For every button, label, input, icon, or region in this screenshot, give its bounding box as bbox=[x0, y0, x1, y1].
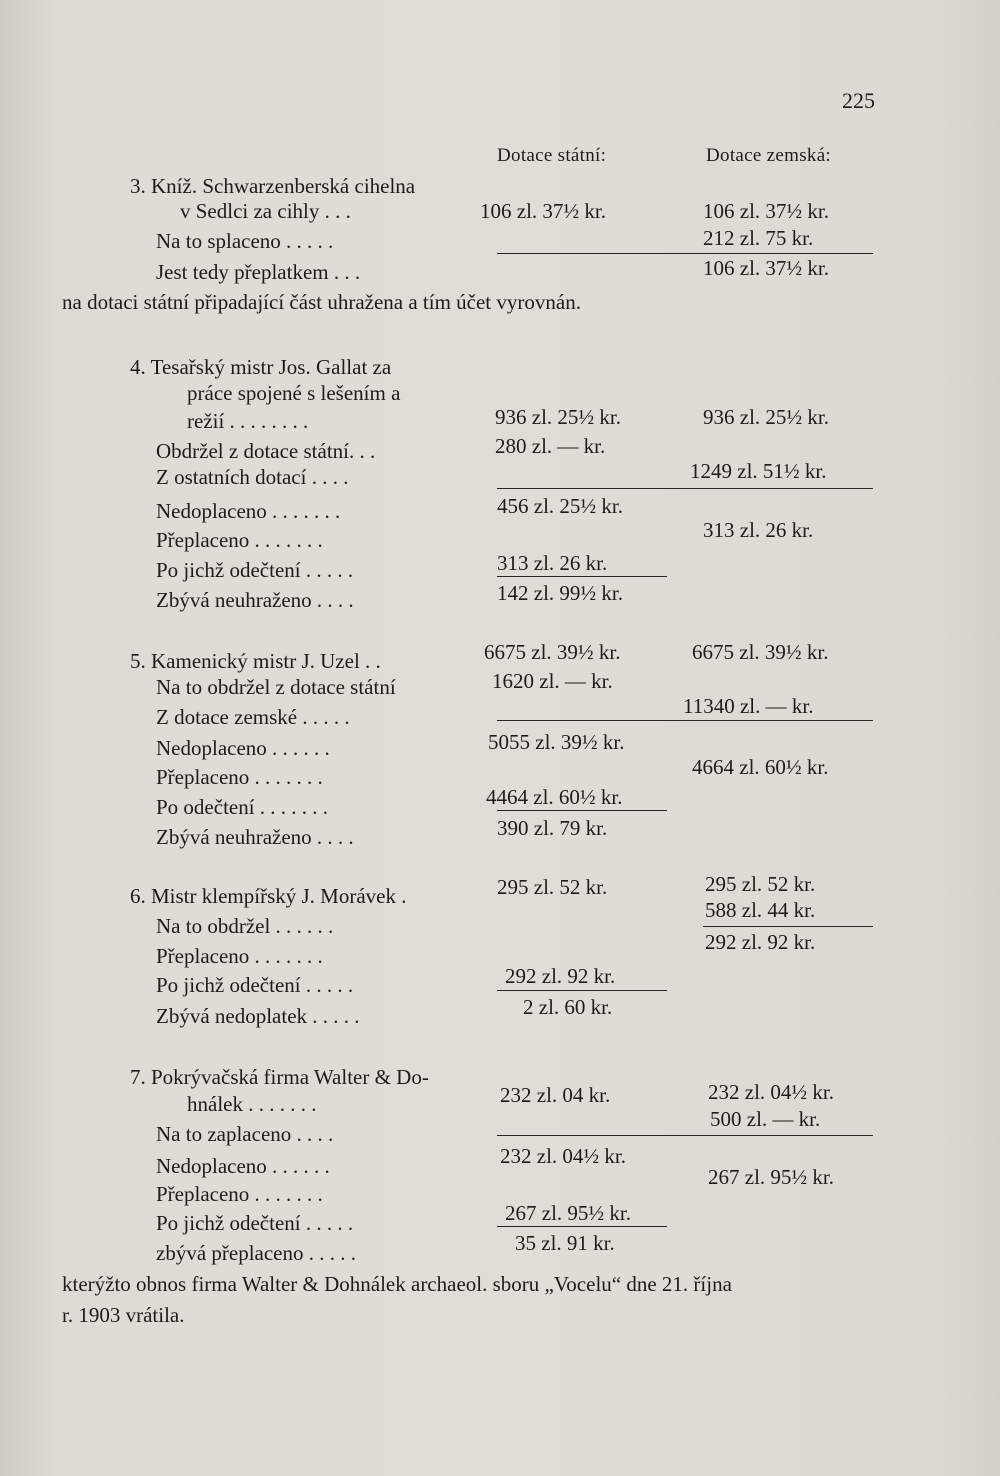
item-4-state-value: 142 zl. 99½ kr. bbox=[497, 581, 623, 605]
header-land-subsidy: Dotace zemská: bbox=[706, 145, 832, 166]
item-4-row-label: Po jichž odečtení . . . . . bbox=[156, 558, 354, 582]
item-3-land-value: 212 zl. 75 kr. bbox=[703, 226, 814, 250]
item-6-row-label: Po jichž odečtení . . . . . bbox=[156, 973, 354, 997]
item-6-row-label: Na to obdržel . . . . . . bbox=[156, 914, 334, 938]
item-4-state-value: 936 zl. 25½ kr. bbox=[495, 405, 621, 429]
item-6-land-value: 588 zl. 44 kr. bbox=[705, 898, 816, 922]
sum-rule bbox=[497, 576, 667, 577]
sum-rule bbox=[497, 720, 873, 721]
item-5-state-value: 6675 zl. 39½ kr. bbox=[484, 640, 621, 664]
item-7-title-line: hnálek . . . . . . . bbox=[187, 1092, 317, 1116]
item-7-row-label: Na to zaplaceno . . . . bbox=[156, 1122, 334, 1146]
sum-rule bbox=[497, 810, 667, 811]
item-7-land-value: 500 zl. — kr. bbox=[710, 1107, 821, 1131]
item-4-state-value: 280 zl. — kr. bbox=[495, 434, 606, 458]
item-4-row-label: Obdržel z dotace státní. . . bbox=[156, 439, 376, 463]
item-7-state-value: 267 zl. 95½ kr. bbox=[505, 1201, 631, 1225]
item-4-row-label: Z ostatních dotací . . . . bbox=[156, 465, 349, 489]
page-number: 225 bbox=[842, 88, 875, 113]
item-4-land-value: 1249 zl. 51½ kr. bbox=[690, 459, 827, 483]
item-4-state-value: 456 zl. 25½ kr. bbox=[497, 494, 623, 518]
item-6-title: 6. Mistr klempířský J. Morávek . bbox=[130, 884, 407, 908]
item-3-title: 3. Kníž. Schwarzenberská cihelna bbox=[130, 174, 416, 198]
sum-rule bbox=[497, 990, 667, 991]
item-5-row-label: Zbývá neuhraženo . . . . bbox=[156, 825, 354, 849]
item-5-state-value: 1620 zl. — kr. bbox=[492, 669, 613, 693]
item-4-row-label: Nedoplaceno . . . . . . . bbox=[156, 499, 341, 523]
sum-rule bbox=[497, 1226, 667, 1227]
header-state-subsidy: Dotace státní: bbox=[497, 145, 607, 166]
item-4-row-label: Přeplaceno . . . . . . . bbox=[156, 528, 323, 552]
item-6-row-label: Zbývá nedoplatek . . . . . bbox=[156, 1004, 360, 1028]
item-4-title-line: režií . . . . . . . . bbox=[187, 409, 309, 433]
item-7-land-value: 267 zl. 95½ kr. bbox=[708, 1165, 834, 1189]
item-3-row-label: v Sedlci za cihly . . . bbox=[180, 199, 351, 223]
item-6-state-value: 2 zl. 60 kr. bbox=[523, 995, 613, 1019]
item-5-land-value: 4664 zl. 60½ kr. bbox=[692, 755, 829, 779]
item-7-title-line: 7. Pokrývačská firma Walter & Do- bbox=[130, 1065, 429, 1089]
item-7-row-label: Přeplaceno . . . . . . . bbox=[156, 1182, 323, 1206]
item-6-state-value: 292 zl. 92 kr. bbox=[505, 964, 616, 988]
item-5-row-label: Z dotace zemské . . . . . bbox=[156, 705, 350, 729]
item-7-state-value: 232 zl. 04 kr. bbox=[500, 1083, 611, 1107]
sum-rule bbox=[497, 1135, 873, 1136]
item-3-note: na dotaci státní připadající část uhražena a tím účet vyrovnán. bbox=[62, 290, 581, 314]
item-7-row-label: Po jichž odečtení . . . . . bbox=[156, 1211, 354, 1235]
item-5-state-value: 390 zl. 79 kr. bbox=[497, 816, 608, 840]
item-5-row-label: Na to obdržel z dotace státní bbox=[156, 675, 396, 699]
item-6-row-label: Přeplaceno . . . . . . . bbox=[156, 944, 323, 968]
item-4-state-value: 313 zl. 26 kr. bbox=[497, 551, 608, 575]
item-5-land-value: 6675 zl. 39½ kr. bbox=[692, 640, 829, 664]
sum-rule bbox=[497, 488, 873, 489]
item-3-row-label: Jest tedy přeplatkem . . . bbox=[156, 260, 361, 284]
item-5-title: 5. Kamenický mistr J. Uzel . . bbox=[130, 649, 381, 673]
item-5-state-value: 4464 zl. 60½ kr. bbox=[486, 785, 623, 809]
item-5-row-label: Přeplaceno . . . . . . . bbox=[156, 765, 323, 789]
item-5-row-label: Po odečtení . . . . . . . bbox=[156, 795, 329, 819]
item-7-state-value: 232 zl. 04½ kr. bbox=[500, 1144, 626, 1168]
item-4-title-line: práce spojené s lešením a bbox=[187, 381, 401, 405]
item-5-row-label: Nedoplaceno . . . . . . bbox=[156, 736, 330, 760]
item-5-land-value: 11340 zl. — kr. bbox=[683, 694, 814, 718]
item-4-row-label: Zbývá neuhraženo . . . . bbox=[156, 588, 354, 612]
item-3-land-value: 106 zl. 37½ kr. bbox=[703, 199, 829, 223]
item-7-note-line: r. 1903 vrátila. bbox=[62, 1303, 185, 1327]
item-3-state-value: 106 zl. 37½ kr. bbox=[480, 199, 606, 223]
item-4-title-line: 4. Tesařský mistr Jos. Gallat za bbox=[130, 355, 392, 379]
item-7-note-line: kterýžto obnos firma Walter & Dohnálek archaeol. sboru „Vocelu“ dne 21. října bbox=[62, 1272, 732, 1296]
item-7-row-label: Nedoplaceno . . . . . . bbox=[156, 1154, 330, 1178]
item-7-land-value: 232 zl. 04½ kr. bbox=[708, 1080, 834, 1104]
item-3-row-label: Na to splaceno . . . . . bbox=[156, 229, 334, 253]
item-5-state-value: 5055 zl. 39½ kr. bbox=[488, 730, 625, 754]
item-6-land-value: 292 zl. 92 kr. bbox=[705, 930, 816, 954]
item-6-land-value: 295 zl. 52 kr. bbox=[705, 872, 816, 896]
item-7-state-value: 35 zl. 91 kr. bbox=[515, 1231, 615, 1255]
sum-rule bbox=[497, 253, 873, 254]
item-7-row-label: zbývá přeplaceno . . . . . bbox=[156, 1241, 357, 1265]
sum-rule bbox=[703, 926, 873, 927]
item-4-land-value: 313 zl. 26 kr. bbox=[703, 518, 814, 542]
item-3-land-value: 106 zl. 37½ kr. bbox=[703, 256, 829, 280]
item-6-state-value: 295 zl. 52 kr. bbox=[497, 875, 608, 899]
item-4-land-value: 936 zl. 25½ kr. bbox=[703, 405, 829, 429]
